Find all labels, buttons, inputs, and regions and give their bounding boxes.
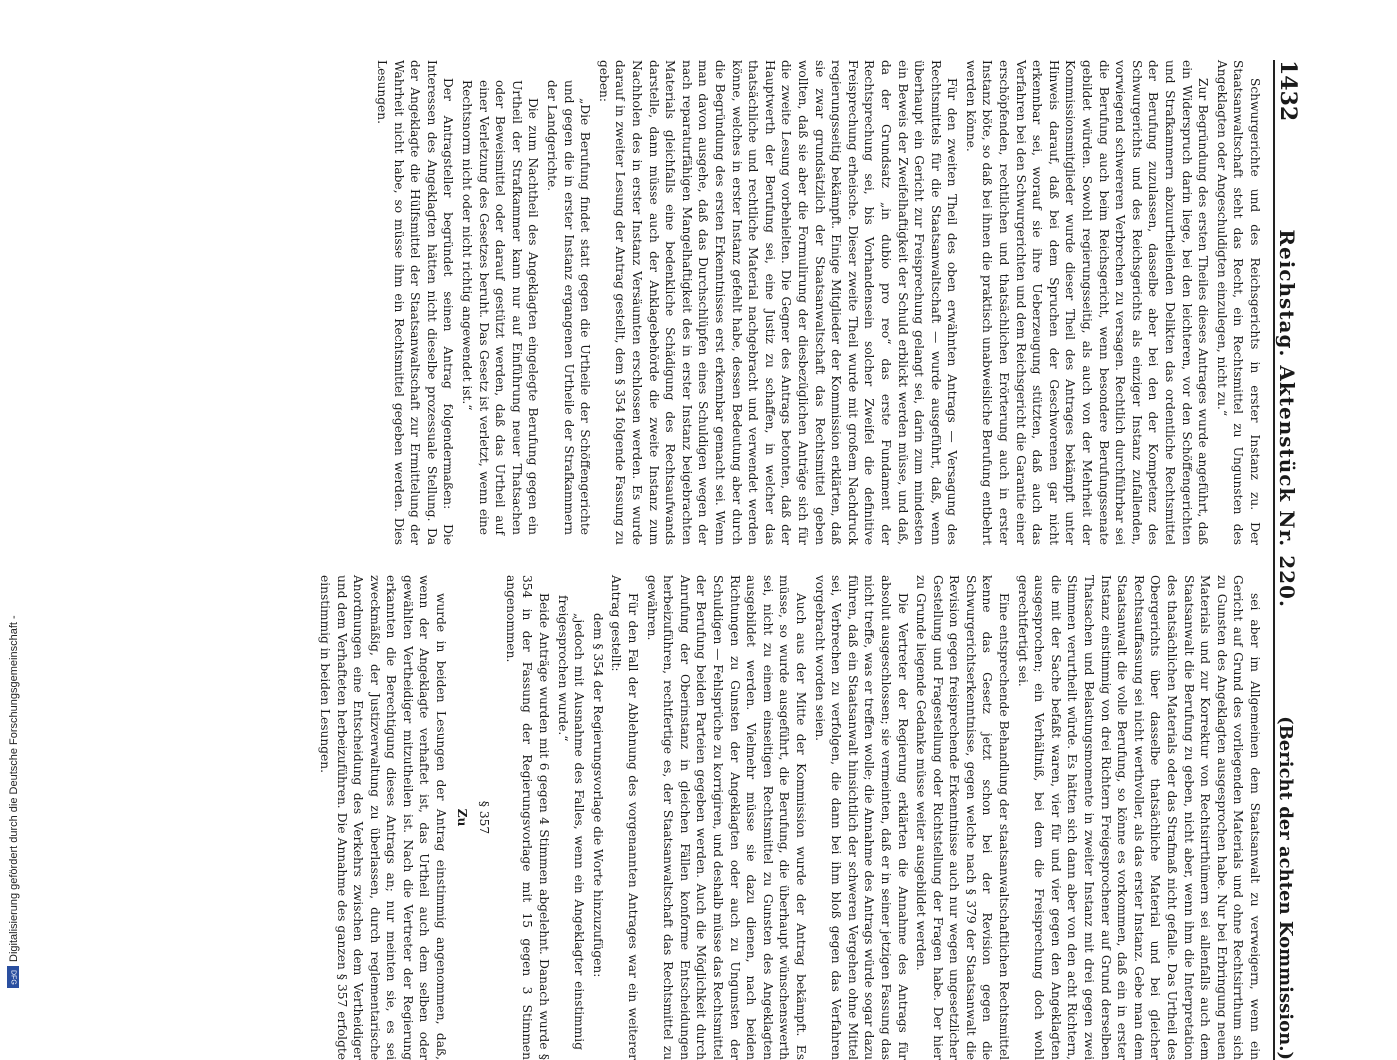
paragraph: Die Vertreter der Regierung erklärten die Annahme des Antrags für absolut ausgeschlossen; sie vermeinten, daß er in seiner jetzigen Fassung das nicht treffe, was er treffen wolle; die Annahme des Antrags würde sogar dazu führen, daß ein Staatsanwalt hinsichtlich der schweren Vergehen ohne Mittel sei, Verbrechen zu verfolgen, die dann bei ihm bloß gegen das Verfahren vorgebracht worden seien. (812, 575, 910, 1060)
paragraph: Der Antragsteller begründet seinen Antrag folgendermaßen: Die Interessen des Angeklagten hätten nicht dieselbe prozessuale Stellung. Da der Angeklagte die Hülfsmittel der Staatsanwaltschaft zur Ermittelung der Wahrheit nicht habe, so müsse ihm ein Rechtsmittel gegeben werden. Dies Lesungen. (375, 60, 456, 545)
page-header (1273, 60, 1315, 1060)
right-column (314, 575, 1263, 1060)
page-title: Reichstag. Aktenstück Nr. 220. (1275, 229, 1299, 608)
paragraph: Für den zweiten Theil des oben erwähnten Antrags — Versagung des Rechtsmittels für die Staatsanwaltschaft — wurde ausgeführt, daß, wenn überhaupt ein Gericht zur Freisprechung gelangt sei, darin zum mindesten ein Beweis der Zweifelhaftigkeit der Schuld erblickt werden müsse, und daß, da der Grundsatz „in dubio pro reo“ das erste Fundament der Rechtsprechung sei, bis Vorhandensein solcher Zweifel die definitive Freisprechung erheische. Dieser zweite Theil wurde mit großem Nachdruck regierungsseitig bekämpft. Einige Mitglieder der Kommission erklärten, daß sie zwar grundsätzlich der Staatsanwaltschaft das Rechtsmittel geben wollten, daß sie aber die Formulirung der diesbezüglichen Anträge sich für die zweite Lesung vorbehielten. Die Gegner des Antrags betonten, daß der Hauptwerth der Berufung sei, eine Justiz zu schaffen, in welcher das thatsächliche und rechtliche Material nachgebracht und verwendet werden könne, welches in erster Instanz gefehlt habe, dessen Bedeutung aber durch die Begründung des ersten Erkenntnisses erst erkennbar gemacht sei. Wenn man davon ausgehe, daß das Durchschlüpfen eines Schuldigen wegen der nach reparaturfähigen Mangelhaftigkeit des in erster Instanz beigebrachten Materials gleichfalls eine bedenkliche Schädigung des Rechtsaufwands darstelle, dann müsse auch der Anklagebehörde die zweite Instanz zum Nachholen des in erster Instanz Versäumten erschlossen werden. Es wurde darauf in zweiter Lesung der Antrag gestellt, dem § 354 folgende Fassung zu geben: (596, 60, 960, 545)
dfg-logo: DFG (7, 966, 19, 988)
paragraph: Auch aus der Mitte der Kommission wurde der Antrag bekämpft. Es müsse, so wurde ausgeführt, die Berufung, die überhaupt wünschenswerth sei, nicht zu einem einseitigen Rechtsmittel zu Gunsten des Angeklagten ausgebildet werden. Vielmehr müsse sie dazu dienen, nach beiden Richtungen zu Gunsten der Angeklagten oder auch zu Ungunsten der Schuldigen — Fehlsprüche zu korrigiren, und deshalb müsse das Rechtsmittel der Berufung beiden Parteien gegeben werden. Auch die Möglichkeit durch Anrufung der Oberinstanz in gleichen Fällen konforme Entscheidungen herbeizuführen, rechtfertige es, der Staatsanwaltschaft das Rechtsmittel zu gewähren. (644, 575, 808, 1060)
digitization-footer (6, 2, 20, 992)
paragraph: Beide Anträge wurden mit 6 gegen 4 Stimmen abgelehnt. Danach wurde § 354 in der Fassung der Regierungsvorlage mit 15 gegen 3 Stimmen angenommen. (503, 575, 552, 1060)
paragraph: Für den Fall der Ablehnung des vorgenannten Antrages war ein weiterer Antrag gestellt: (609, 575, 641, 1060)
scanned-page (75, 60, 1315, 1060)
quote-paragraph: „Die Berufung findet statt gegen die Urtheile der Schöffengerichte und gegen die in erster Instanz ergangenen Urtheile der Strafkammern der Landgerichte. (545, 80, 593, 535)
paragraph: Schwurgerichte und des Reichsgerichts in erster Instanz zu. Der Staatsanwaltschaft steht das Recht, ein Rechtsmittel zu Ungunsten des Angeklagten oder Angeschuldigten einzulegen, nicht zu.“ (1214, 60, 1262, 545)
page-number: 1432 (1275, 60, 1301, 122)
quote-paragraph: Die zum Nachtheil des Angeklagten eingelegte Berufung gegen ein Urtheil der Strafkammer kann nur auf Einführung neuer Thatsachen oder Beweismittel oder darauf gestützt werden, daß das Urtheil auf einer Verletzung des Gesetzes beruht. Das Gesetz ist verletzt, wenn eine Rechtsnorm nicht oder nicht richtig angewendet ist.“ (460, 80, 541, 535)
left-column (372, 60, 1263, 545)
quote-paragraph: „jedoch mit Ausnahme des Falles, wenn ein Angeklagter einstimmig freigesprochen wurde.“ (555, 595, 587, 1050)
footer-text: Digitalisierung gefördert durch die Deutsche Forschungsgemeinschaft - (8, 615, 20, 962)
zu-heading: Zu (454, 808, 469, 827)
paragraph: wurde in beiden Lesungen der Antrag einstimmig angenommen, daß, wenn der Angeklagte verhaftet ist, das Urtheil auch dem selben oder gewählten Vertheidiger mitzutheilen ist. Nach die Vertreter der Regierung erkannten die Berechtigung dieses Antrags an; nur meinten sie, es sei zweckmäßig, der Justizverwaltung zu überlassen, durch reglementarische Anordnungen eine Entscheidung des Verkehrs zwischen dem Vertheidiger und dem Verhafteten herbeizuführen. Die Annahme des ganzen § 357 erfolgte einstimmig in beiden Lesungen. (317, 575, 449, 1060)
page-subtitle: (Bericht der achten Kommission.) (1275, 716, 1296, 1060)
section-heading: § 357 (477, 800, 492, 835)
paragraph: dem § 354 der Regierungsvorlage die Worte hinzuzufügen: (590, 613, 605, 978)
paragraph: Eine entsprechende Behandlung der staatsanwaltschaftlichen Rechtsmittel kenne das Gesetz jetzt schon bei der Revision gegen die Schwurgerichtserkenntnisse, gegen welche nach § 379 der Staatsanwalt die Revision gegen freisprechende Erkenntnisse auch nur wegen ungesetzlicher Gestellung und Fragestellung oder Richtstellung der Fragen habe. Der hier zu Grunde liegende Gedanke müsse weiter ausgebildet werden. (914, 575, 1012, 1060)
paragraph: Zur Begründung des ersten Theiles dieses Antrages wurde angeführt, daß ein Widerspruch darin liege, bei den leichteren, vor den Schöffengerichten und Strafkammern abzuurtheilenden Delikten das ordentliche Rechtsmittel der Berufung zuzulassen, dasselbe aber bei den der Kompetenz des Schwurgerichts und des Reichsgerichts als einziger Instanz zufallenden, vorwiegend schwereren Verbrechen zu versagen. Rechtlich durchführbar sei die Berufung auch beim Reichsgericht, wenn besondere Berufungssenate gebildet würden. Sowohl regierungsseitig, als auch von der Mehrheit der Kommissionsmitglieder wurde dieser Theil des Antrages bekämpft unter Hinweis darauf, daß bei dem Spruchen der Geschworenen gar nicht erkennbar sei, worauf sie ihre Ueberzeugung stützten, daß auch das Verfahren bei den Schwurgerichten und dem Reichsgericht die Garantie einer erschöpfenden, rechtlichen und thatsächlichen Erörterung auch in erster Instanz böte, so daß bei ihnen die praktisch unabweisliche Berufung entbehrt werden könne. (963, 60, 1211, 545)
paragraph: sei aber im Allgemeinen dem Staatsanwalt zu verweigern, wenn ein Gericht auf Grund des vorliegenden Materials und ohne Rechtsirrthum sich zu Gunsten des Angeklagten ausgesprochen habe. Nur bei Erbringung neuen Materials und zur Korrektur von Rechtsirrthümern sei allenfalls auch dem Staatsanwalt die Berufung zu geben, nicht aber, wenn ihm die Interpretation des thatsächlichen Materials oder das Strafmaß nicht gefalle. Das Urtheil des Obergerichts über dasselbe thatsächliche Material und bei gleicher Rechtsauffassung sei nicht werthvoller, als das erster Instanz. Gebe man dem Staatsanwalt die volle Berufung, so könne es vorkommen, daß ein in erster Instanz einstimmig von drei Richtern Freigesprochener auf Grund derselben Thatsachen und Belastungsmomente in zweiter Instanz mit drei gegen zwei Stimmen verurtheilt würde. Es hätten sich dann aber von den acht Richtern, die mit der Sache befaßt waren, vier für und vier gegen den Angeklagten ausgesprochen; ein Verhältniß, bei dem die Freisprechung doch wohl gerechtfertigt sei. (1015, 575, 1262, 1060)
